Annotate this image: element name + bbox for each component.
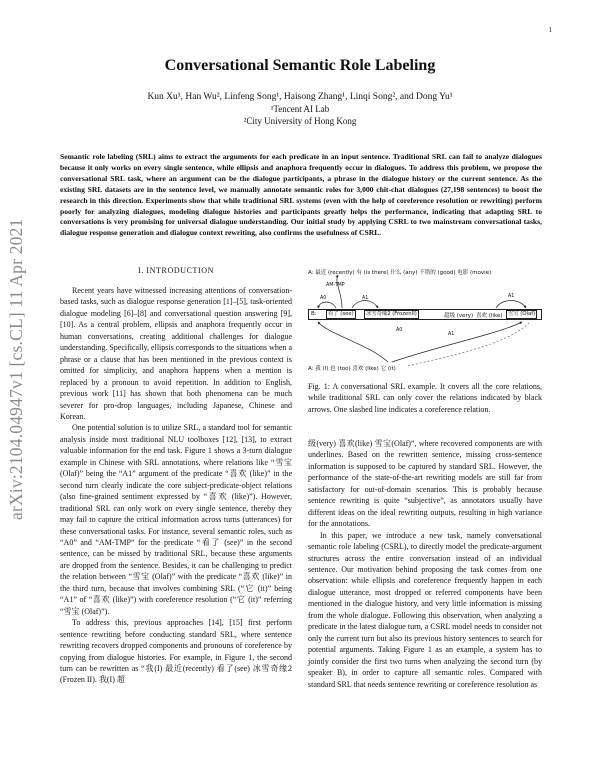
label-am-tmp: AM-TMP bbox=[326, 283, 345, 288]
author-list: Kun Xu¹, Han Wu², Linfeng Song¹, Haisong Zhang¹, Linqi Song², and Dong Yu¹ bbox=[147, 92, 453, 102]
dialogue-turn-a2: A: 我 (I) 也 (too) 喜欢 (like) 它 (it) bbox=[308, 366, 396, 372]
paragraph: To address this, previous approaches [14], [15] first perform sentence rewriting before conducting standard SRL, where sentence rewriting recovers dropped components and pronouns of coreference by copying from dialogue histories. For example, in Figure 1, the second turn can be rewritten as “我(I) 最近(recently) 看了(see) 冰雪奇缘2 (Frozen II). 我(I) 超 bbox=[60, 618, 292, 685]
speaker-b-label: B: bbox=[311, 311, 317, 317]
abstract: Semantic role labeling (SRL) aims to extract the arguments for each predicate in an input sentence. Traditional SRL can fail to analyze dialogues because it only works on every single sentence, while ellipsis and anaphora frequently occur in dialogues. To address this problem, we propose the conversational SRL task, where an argument can be the dialogue participants, a phrase in the dialogue history or the current sentence. As the existing SRL datasets are in the sentence level, we manually annotate semantic roles for 3,000 chit-chat dialogues (27,198 sentences) to boost the research in this direction. Experiments show that while traditional SRL systems (even with the help of coreference resolution or rewriting) perform poorly for analyzing dialogues, modeling dialogue histories and participants greatly helps the performance, indicating that adapting SRL to conversations is very promising for universal dialogue understanding. Our initial study by applying CSRL to two mainstream conversational tasks, dialogue response generation and dialogue context rewriting, also confirms the usefulness of CSRL. bbox=[60, 152, 542, 238]
word-frozen2: 冰雪奇缘2 (FrozenII) bbox=[366, 311, 417, 317]
word-like: 喜欢 (like) bbox=[476, 313, 503, 319]
word-very: 超级 (very) bbox=[444, 313, 474, 319]
paragraph: One potential solution is to utilize SRL, a standard tool for semantic analysis inside most traditional NLU toolboxes [12], [13], to extract valuable information for the end task. Figure 1 shows a 3-turn dialogue example in Chinese with SRL annotations, where relations like “雪宝 (Olaf)” being the “A1” argument of the predicate “喜欢 (like)” in the second turn clearly indicate the core subject-predicate-object relations (also fine-grained sentiment expressed by “喜欢 (like)”). However, traditional SRL can only work on every single sentence, thereby they may fail to capture the critical information across turns (utterances) for these conversational tasks. For instance, several semantic roles, such as “A0” and “AM-TMP” for the predicate “看了 (see)” in the second sentence, can be missed by traditional SRL, because these arguments are dropped from the sentence. Besides, it can be challenging to predict the relation between “雪宝 (Olaf)” with the predicate “喜欢 (like)” in the third turn, because that involves combining SRL (“它 (it)” being “A1” of “喜欢 (like)”) with coreference resolution (“它 (it)” referring “雪宝 (Olaf)”). bbox=[60, 423, 292, 616]
figure-caption: Fig. 1: A conversational SRL example. It covers all the core relations, while traditional SRL can only cover the relations indicated by black arrows. One slashed line indicates a coreference relation. bbox=[308, 382, 542, 414]
affiliation-tencent: ¹Tencent AI Lab bbox=[270, 104, 330, 114]
label-a1-bottom: A1 bbox=[448, 332, 455, 337]
label-a0-left: A0 bbox=[320, 296, 327, 301]
page-number: 1 bbox=[548, 26, 552, 34]
word-olaf: 雪宝 (Olaf) bbox=[508, 311, 536, 317]
word-see: 看了 (see) bbox=[328, 311, 354, 317]
paragraph: Recent years have witnessed increasing attentions of conversation-based tasks, such as dialogue response generation [1]–[5], task-oriented dialogue modeling [6]–[8] and conversational question answering [9], [10]. As a central problem, ellipsis and anaphora frequently occur in human conversations, creating additional challenges for dialogue understanding. Specifically, ellipsis corresponds to the situations when a phrase or a clause that has been mentioned in the previous context is omitted for simplicity, and anaphora happens when a mention is replaced by a pronoun to avoid repetition. In addition to English, previous work [11] has shown that both phenomena can be much severer for pro-drop languages, including Japanese, Chinese and Korean. bbox=[60, 286, 292, 421]
figure-1 bbox=[308, 262, 542, 377]
right-column bbox=[308, 438, 542, 690]
affiliation-cityu: ²City University of Hong Kong bbox=[243, 116, 357, 126]
label-a0-bottom: A0 bbox=[396, 328, 403, 333]
left-column bbox=[60, 285, 292, 686]
paragraph: In this paper, we introduce a new task, namely conversational semantic role labeling (CSRL), to directly model the predicate-argument structures across the entire conversation instead of an individual sentence. Our motivation behind proposing the task comes from one observation: while ellipsis and coreference frequently happen in each dialogue utterance, most dropped or referred components have been mentioned in the dialogue history, and very little information is missing from the whole dialogue. Following this observation, when analyzing a predicate in the latest dialogue turn, a CSRL model needs to consider not only the current turn but also its previous history sentences to search for potential arguments. Taking Figure 1 as an example, a system has to jointly consider the first two turns when analyzing the second turn (by speaker B), in order to capture all semantic roles. Compared with standard SRL that needs sentence rewriting or coreference resolution as bbox=[308, 530, 542, 689]
label-a1-right: A1 bbox=[508, 294, 515, 299]
label-a1-left: A1 bbox=[362, 296, 369, 301]
paper-title: Conversational Semantic Role Labeling bbox=[164, 57, 436, 74]
section-heading: I. INTRODUCTION bbox=[137, 266, 215, 275]
paragraph: 级(very) 喜欢(like) 雪宝(Olaf)”, where recovered components are with underlines. Based on the rewritten sentence, missing cross-sentence information is supposed to be captured by standard SRL. However, the performance of the state-of-the-art rewriting models are still far from satisfactory for out-of-domain scenarios. This is probably because sentence rewriting is quite “subjective”, as annotators usually have different ideas on the ideal rewriting outputs, resulting in high variance for the annotations. bbox=[308, 439, 542, 529]
arxiv-stamp: arXiv:2104.04947v1 [cs.CL] 11 Apr 2021 bbox=[6, 218, 26, 520]
dialogue-turn-a1: A: 最近 (recently) 有 (is there) 什么 (any) 不错的 (good) 电影 (movie) bbox=[308, 270, 492, 276]
